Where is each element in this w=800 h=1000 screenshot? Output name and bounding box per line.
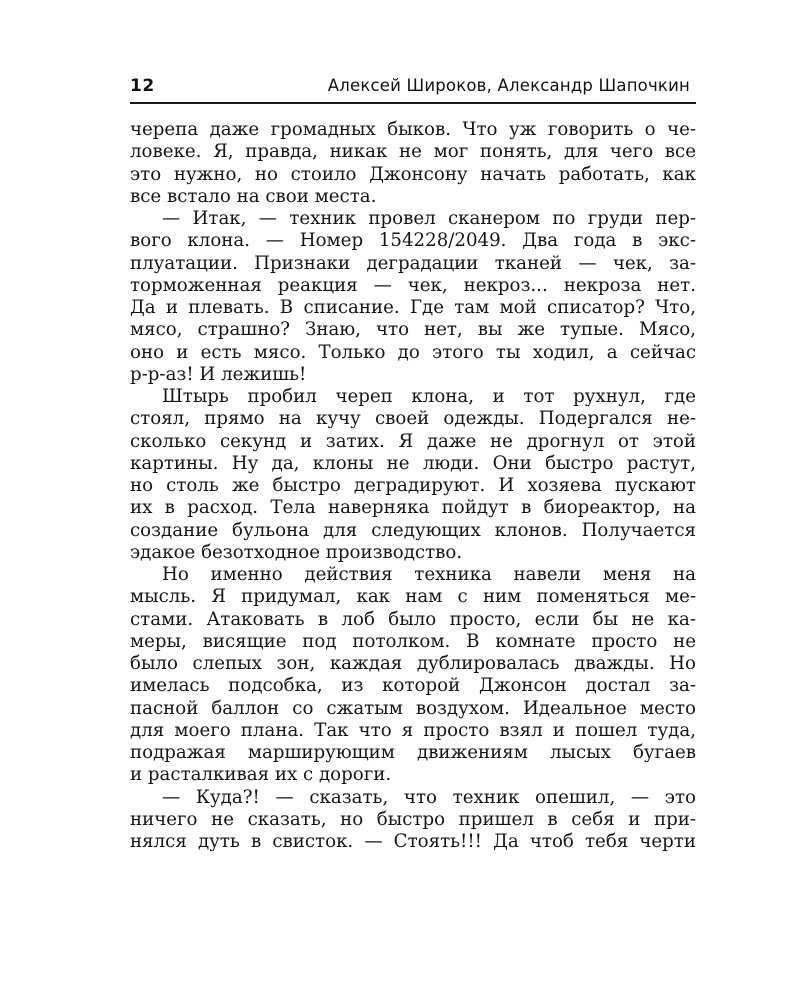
text-line: нялся дуть в свисток. — Стоять!!! Да чтоб тебя черти	[130, 831, 696, 852]
text-line: меры, висящие под потолком. В комнате просто не	[130, 630, 696, 652]
text-line: ловеке. Я, правда, никак не мог понять, для чего все	[130, 141, 696, 163]
running-head-authors: Алексей Широков, Александр Шапочкин	[327, 76, 690, 95]
text-line: все встало на свои места.	[130, 185, 377, 207]
text-line: стоял, прямо на кучу своей одежды. Подергался не-	[130, 408, 696, 430]
text-line: р-р-аз! И лежишь!	[130, 363, 307, 385]
text-line: оно и есть мясо. Только до этого ты ходил, а сейчас	[130, 341, 696, 363]
text-line: — Куда?! — сказать, что техник опешил, — это	[162, 786, 696, 808]
text-line: но столь же быстро деградируют. И хозяева пускают	[130, 475, 696, 496]
text-line: черепа даже громадных быков. Что уж говорить о че-	[130, 119, 696, 140]
text-line: ничего не сказать, но быстро пришел в себя и при-	[130, 808, 696, 830]
page-number: 12	[130, 76, 155, 96]
text-line: торможенная реакция — чек, некроз... некроза нет.	[130, 274, 696, 296]
text-line: Штырь пробил череп клона, и тот рухнул, где	[162, 386, 696, 407]
text-line: их в расход. Тела наверняка пойдут в биореактор, на	[130, 497, 696, 519]
header-rule	[130, 102, 696, 104]
text-line: стами. Атаковать в лоб было просто, если бы не ка-	[130, 608, 696, 630]
text-line: пасной баллон со сжатым воздухом. Идеальное место	[130, 697, 696, 719]
text-line: Но именно действия техника навели меня на	[162, 564, 696, 585]
running-head	[130, 72, 696, 104]
text-line: было слепых зон, каждая дублировалась дважды. Но	[130, 653, 696, 674]
text-line: для моего плана. Так что я просто взял и пошел туда,	[130, 719, 696, 741]
text-line: создание бульона для следующих клонов. Получается	[130, 519, 696, 541]
text-line: Да и плевать. В списание. Где там мой списатор? Что,	[130, 297, 696, 318]
text-line: это нужно, но стоило Джонсону начать работать, как	[130, 163, 696, 185]
text-line: вого клона. — Номер 154228/2049. Два года в экс-	[130, 230, 696, 252]
text-line: плуатации. Признаки деградации тканей — чек, за-	[130, 252, 696, 274]
text-line: — Итак, — техник провел сканером по груди пер-	[162, 208, 696, 229]
text-line: мясо, страшно? Знаю, что нет, вы же тупые. Мясо,	[130, 319, 696, 341]
text-line: мысль. Я придумал, как нам с ним поменяться ме-	[130, 586, 696, 608]
text-line: эдакое безотходное производство.	[130, 541, 463, 563]
text-line: сколько секунд и затих. Я даже не дрогнул от этой	[130, 430, 696, 452]
text-line: подражая марширующим движениям лысых бугаев	[130, 742, 696, 763]
body-text	[130, 119, 696, 853]
text-line: и расталкивая их с дороги.	[130, 764, 392, 786]
text-line: картины. Ну да, клоны не люди. Они быстро растут,	[130, 452, 696, 474]
text-line: имелась подсобка, из которой Джонсон достал за-	[130, 675, 696, 697]
